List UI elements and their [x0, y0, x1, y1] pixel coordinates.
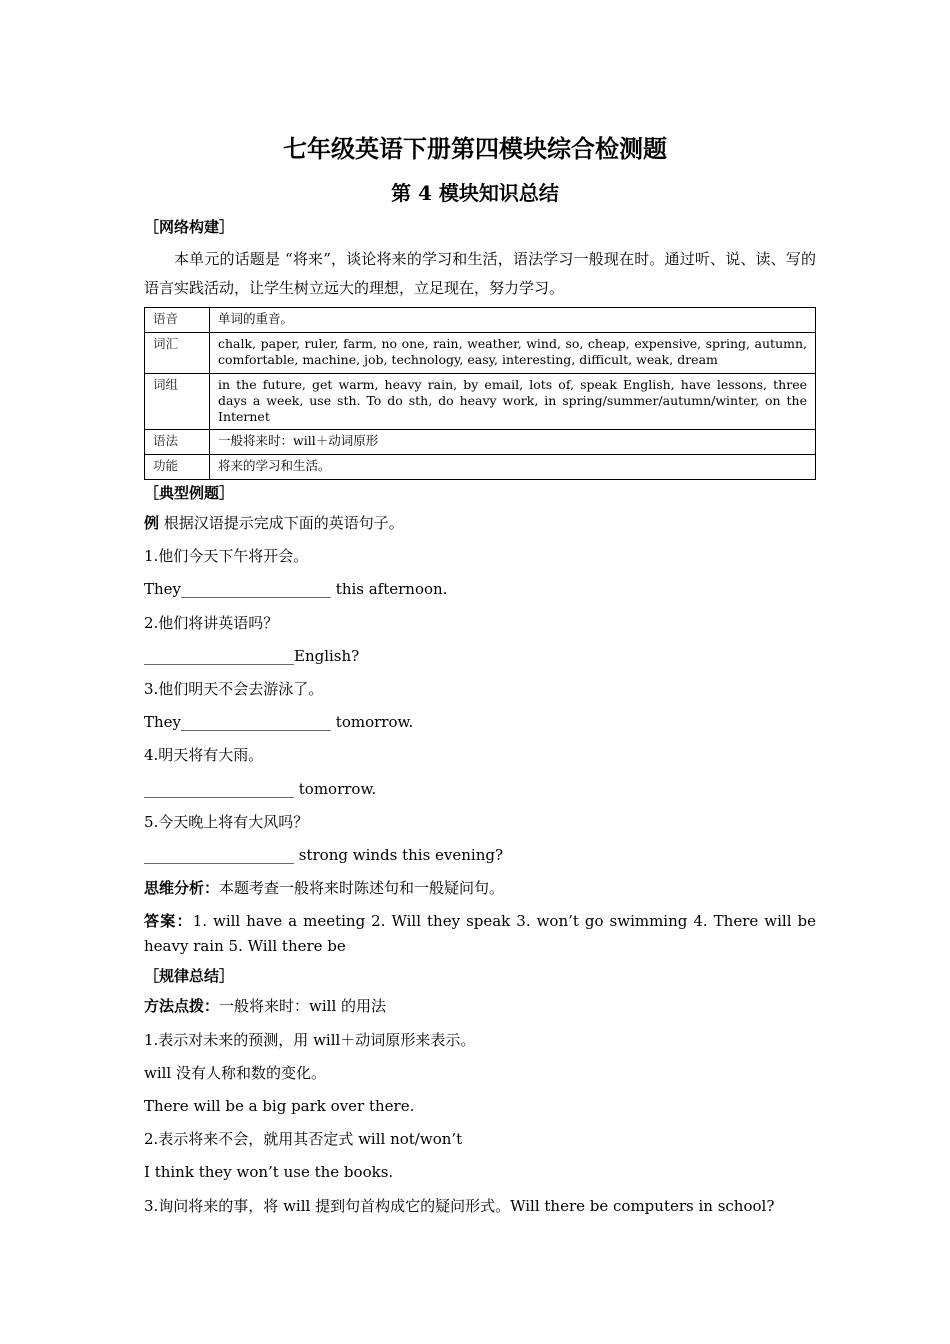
exercise-line: They____________________ tomorrow.	[144, 713, 414, 732]
table-value-cell: chalk, paper, ruler, farm, no one, rain, weather, wind, so, cheap, expensive, spring, autumn, comfortable, machine, job, technology, easy, interesting, difficult, weak, dream	[210, 333, 816, 374]
rule-line: will 没有人称和数的变化。	[144, 1063, 327, 1082]
table-row	[145, 455, 816, 480]
exercise-line: ____________________ tomorrow.	[144, 779, 377, 798]
example-text: 根据汉语提示完成下面的英语句子。	[159, 514, 404, 532]
table-value-cell: in the future, get warm, heavy rain, by email, lots of, speak English, have lessons, three days a week, use sth. To do sth, do heavy work, in spring/summer/autumn/winter, on the Internet	[210, 374, 816, 430]
table-key-cell: 语音	[145, 308, 210, 333]
table-row	[145, 333, 816, 374]
document-subtitle: 第 4 模块知识总结	[391, 181, 559, 205]
answer-text: 1. will have a meeting 2. Will they speak 3. won’t go swimming 4. There will be heavy rain 5. Will there be	[144, 912, 816, 956]
exercise-line: 2.他们将讲英语吗？	[144, 613, 279, 632]
method-text: 一般将来时：will 的用法	[219, 997, 387, 1016]
section-header-rules: ［规律总结］	[144, 967, 235, 986]
table-value-cell: 单词的重音。	[210, 308, 816, 333]
analysis-label: 思维分析：	[144, 879, 220, 898]
exercise-line: ____________________ strong winds this evening?	[144, 846, 504, 865]
table-row	[145, 374, 816, 430]
table-row	[145, 430, 816, 455]
section-header-network: ［网络构建］	[144, 218, 235, 236]
answer-paragraph	[144, 909, 816, 959]
rule-line: 2.表示将来不会，就用其否定式 will not/won’t	[144, 1130, 463, 1149]
exercise-line: 5.今天晚上将有大风吗？	[144, 812, 309, 831]
example-label: 例	[144, 514, 160, 532]
rule-line: 3.询问将来的事，将 will 提到句首构成它的疑问形式。Will there be computers in school?	[144, 1196, 775, 1215]
intro-paragraph: 本单元的话题是 “将来”，谈论将来的学习和生活，语法学习一般现在时。通过听、说、读、写的语言实践活动，让学生树立远大的理想，立足现在，努力学习。	[144, 250, 816, 297]
rule-line: There will be a big park over there.	[144, 1097, 415, 1116]
analysis-text: 本题考查一般将来时陈述句和一般疑问句。	[219, 879, 505, 898]
table-key-cell: 词汇	[145, 333, 210, 374]
exercise-line: 3.他们明天不会去游泳了。	[144, 680, 324, 699]
exercise-line: They____________________ this afternoon.	[144, 580, 448, 599]
method-line	[144, 990, 816, 1023]
rule-line: 1.表示对未来的预测，用 will＋动词原形来表示。	[144, 1030, 476, 1049]
analysis-line	[144, 872, 816, 905]
exercise-line: 4.明天将有大雨。	[144, 746, 264, 765]
exercise-line: 1.他们今天下午将开会。	[144, 547, 309, 566]
table-value-cell: 一般将来时：will＋动词原形	[210, 430, 816, 455]
example-instruction	[144, 507, 816, 540]
table-row	[145, 308, 816, 333]
document-body	[144, 214, 816, 1223]
knowledge-table	[144, 307, 816, 480]
exercise-line: ____________________English?	[144, 646, 360, 665]
section-header-examples: ［典型例题］	[144, 484, 235, 502]
table-value-cell: 将来的学习和生活。	[210, 455, 816, 480]
document-title: 七年级英语下册第四模块综合检测题	[283, 134, 667, 163]
rule-line: I think they won’t use the books.	[144, 1163, 394, 1182]
answer-label: 答案：	[144, 912, 193, 931]
table-key-cell: 词组	[145, 374, 210, 430]
table-key-cell: 功能	[145, 455, 210, 480]
table-key-cell: 语法	[145, 430, 210, 455]
method-label: 方法点拨：	[144, 997, 220, 1016]
